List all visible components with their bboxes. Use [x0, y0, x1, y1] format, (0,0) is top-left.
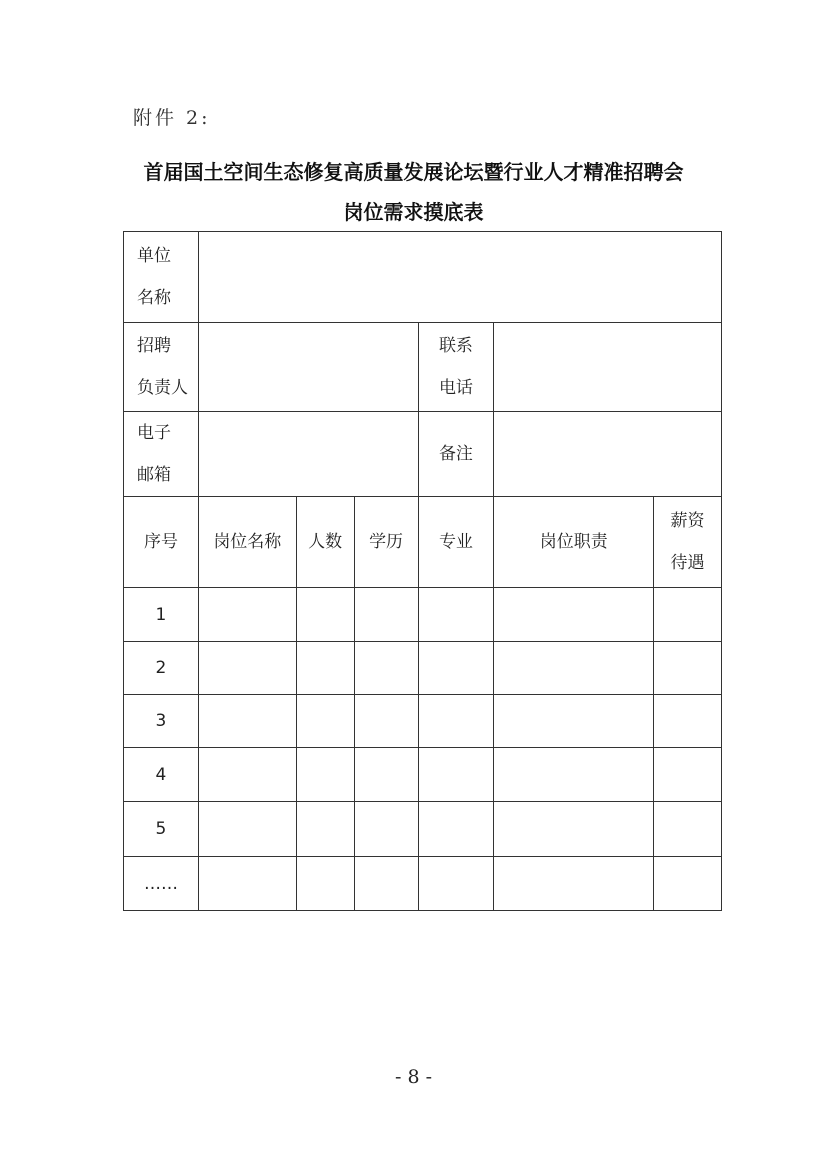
cell-duties[interactable] — [494, 642, 654, 695]
cell-major[interactable] — [418, 857, 494, 911]
table-row — [124, 695, 722, 748]
attachment-label: 附件 2: — [133, 107, 211, 129]
cell-education[interactable] — [354, 695, 418, 748]
phone-field[interactable] — [494, 323, 722, 412]
email-field[interactable] — [198, 412, 418, 497]
phone-label: 联系 电话 — [418, 323, 494, 412]
remarks-label: 备注 — [418, 412, 494, 497]
cell-salary[interactable] — [654, 748, 722, 802]
header-major: 专业 — [418, 497, 494, 588]
document-title: 首届国土空间生态修复高质量发展论坛暨行业人才精准招聘会 — [143, 160, 684, 184]
cell-education[interactable] — [354, 642, 418, 695]
cell-major[interactable] — [418, 588, 494, 642]
cell-duties[interactable] — [494, 802, 654, 857]
row-seq: 3 — [124, 695, 199, 748]
table-row — [124, 588, 722, 642]
job-demand-table — [123, 231, 722, 911]
cell-education[interactable] — [354, 588, 418, 642]
cell-position-name[interactable] — [198, 642, 296, 695]
cell-education[interactable] — [354, 748, 418, 802]
header-position-name: 岗位名称 — [198, 497, 296, 588]
row-seq: 4 — [124, 748, 199, 802]
remarks-field[interactable] — [494, 412, 722, 497]
email-row — [124, 412, 722, 497]
recruiter-label: 招聘 负责人 — [124, 323, 199, 412]
recruitment-form — [123, 231, 722, 910]
row-seq: 5 — [124, 802, 199, 857]
cell-education[interactable] — [354, 802, 418, 857]
cell-count[interactable] — [296, 642, 354, 695]
cell-salary[interactable] — [654, 802, 722, 857]
header-duties: 岗位职责 — [494, 497, 654, 588]
cell-count[interactable] — [296, 857, 354, 911]
positions-header-row — [124, 497, 722, 588]
cell-duties[interactable] — [494, 857, 654, 911]
cell-major[interactable] — [418, 748, 494, 802]
cell-major[interactable] — [418, 695, 494, 748]
cell-major[interactable] — [418, 802, 494, 857]
table-row — [124, 857, 722, 911]
cell-education[interactable] — [354, 857, 418, 911]
cell-major[interactable] — [418, 642, 494, 695]
row-seq: 1 — [124, 588, 199, 642]
row-seq: 2 — [124, 642, 199, 695]
cell-position-name[interactable] — [198, 748, 296, 802]
row-seq: …… — [124, 857, 199, 911]
cell-count[interactable] — [296, 748, 354, 802]
header-salary: 薪资 待遇 — [654, 497, 722, 588]
cell-salary[interactable] — [654, 695, 722, 748]
email-label: 电子 邮箱 — [124, 412, 199, 497]
cell-salary[interactable] — [654, 588, 722, 642]
cell-position-name[interactable] — [198, 695, 296, 748]
table-row — [124, 642, 722, 695]
cell-count[interactable] — [296, 588, 354, 642]
cell-position-name[interactable] — [198, 588, 296, 642]
cell-duties[interactable] — [494, 695, 654, 748]
cell-count[interactable] — [296, 802, 354, 857]
cell-position-name[interactable] — [198, 857, 296, 911]
page-number: - 8 - — [394, 1066, 432, 1088]
recruiter-field[interactable] — [198, 323, 418, 412]
unit-name-field[interactable] — [198, 232, 721, 323]
recruiter-row — [124, 323, 722, 412]
header-seq: 序号 — [124, 497, 199, 588]
cell-duties[interactable] — [494, 588, 654, 642]
unit-name-label: 单位 名称 — [124, 232, 199, 323]
unit-name-row — [124, 232, 722, 323]
cell-duties[interactable] — [494, 748, 654, 802]
cell-position-name[interactable] — [198, 802, 296, 857]
header-education: 学历 — [354, 497, 418, 588]
document-subtitle: 岗位需求摸底表 — [343, 200, 484, 224]
table-row — [124, 748, 722, 802]
table-row — [124, 802, 722, 857]
cell-salary[interactable] — [654, 857, 722, 911]
header-count: 人数 — [296, 497, 354, 588]
cell-salary[interactable] — [654, 642, 722, 695]
cell-count[interactable] — [296, 695, 354, 748]
